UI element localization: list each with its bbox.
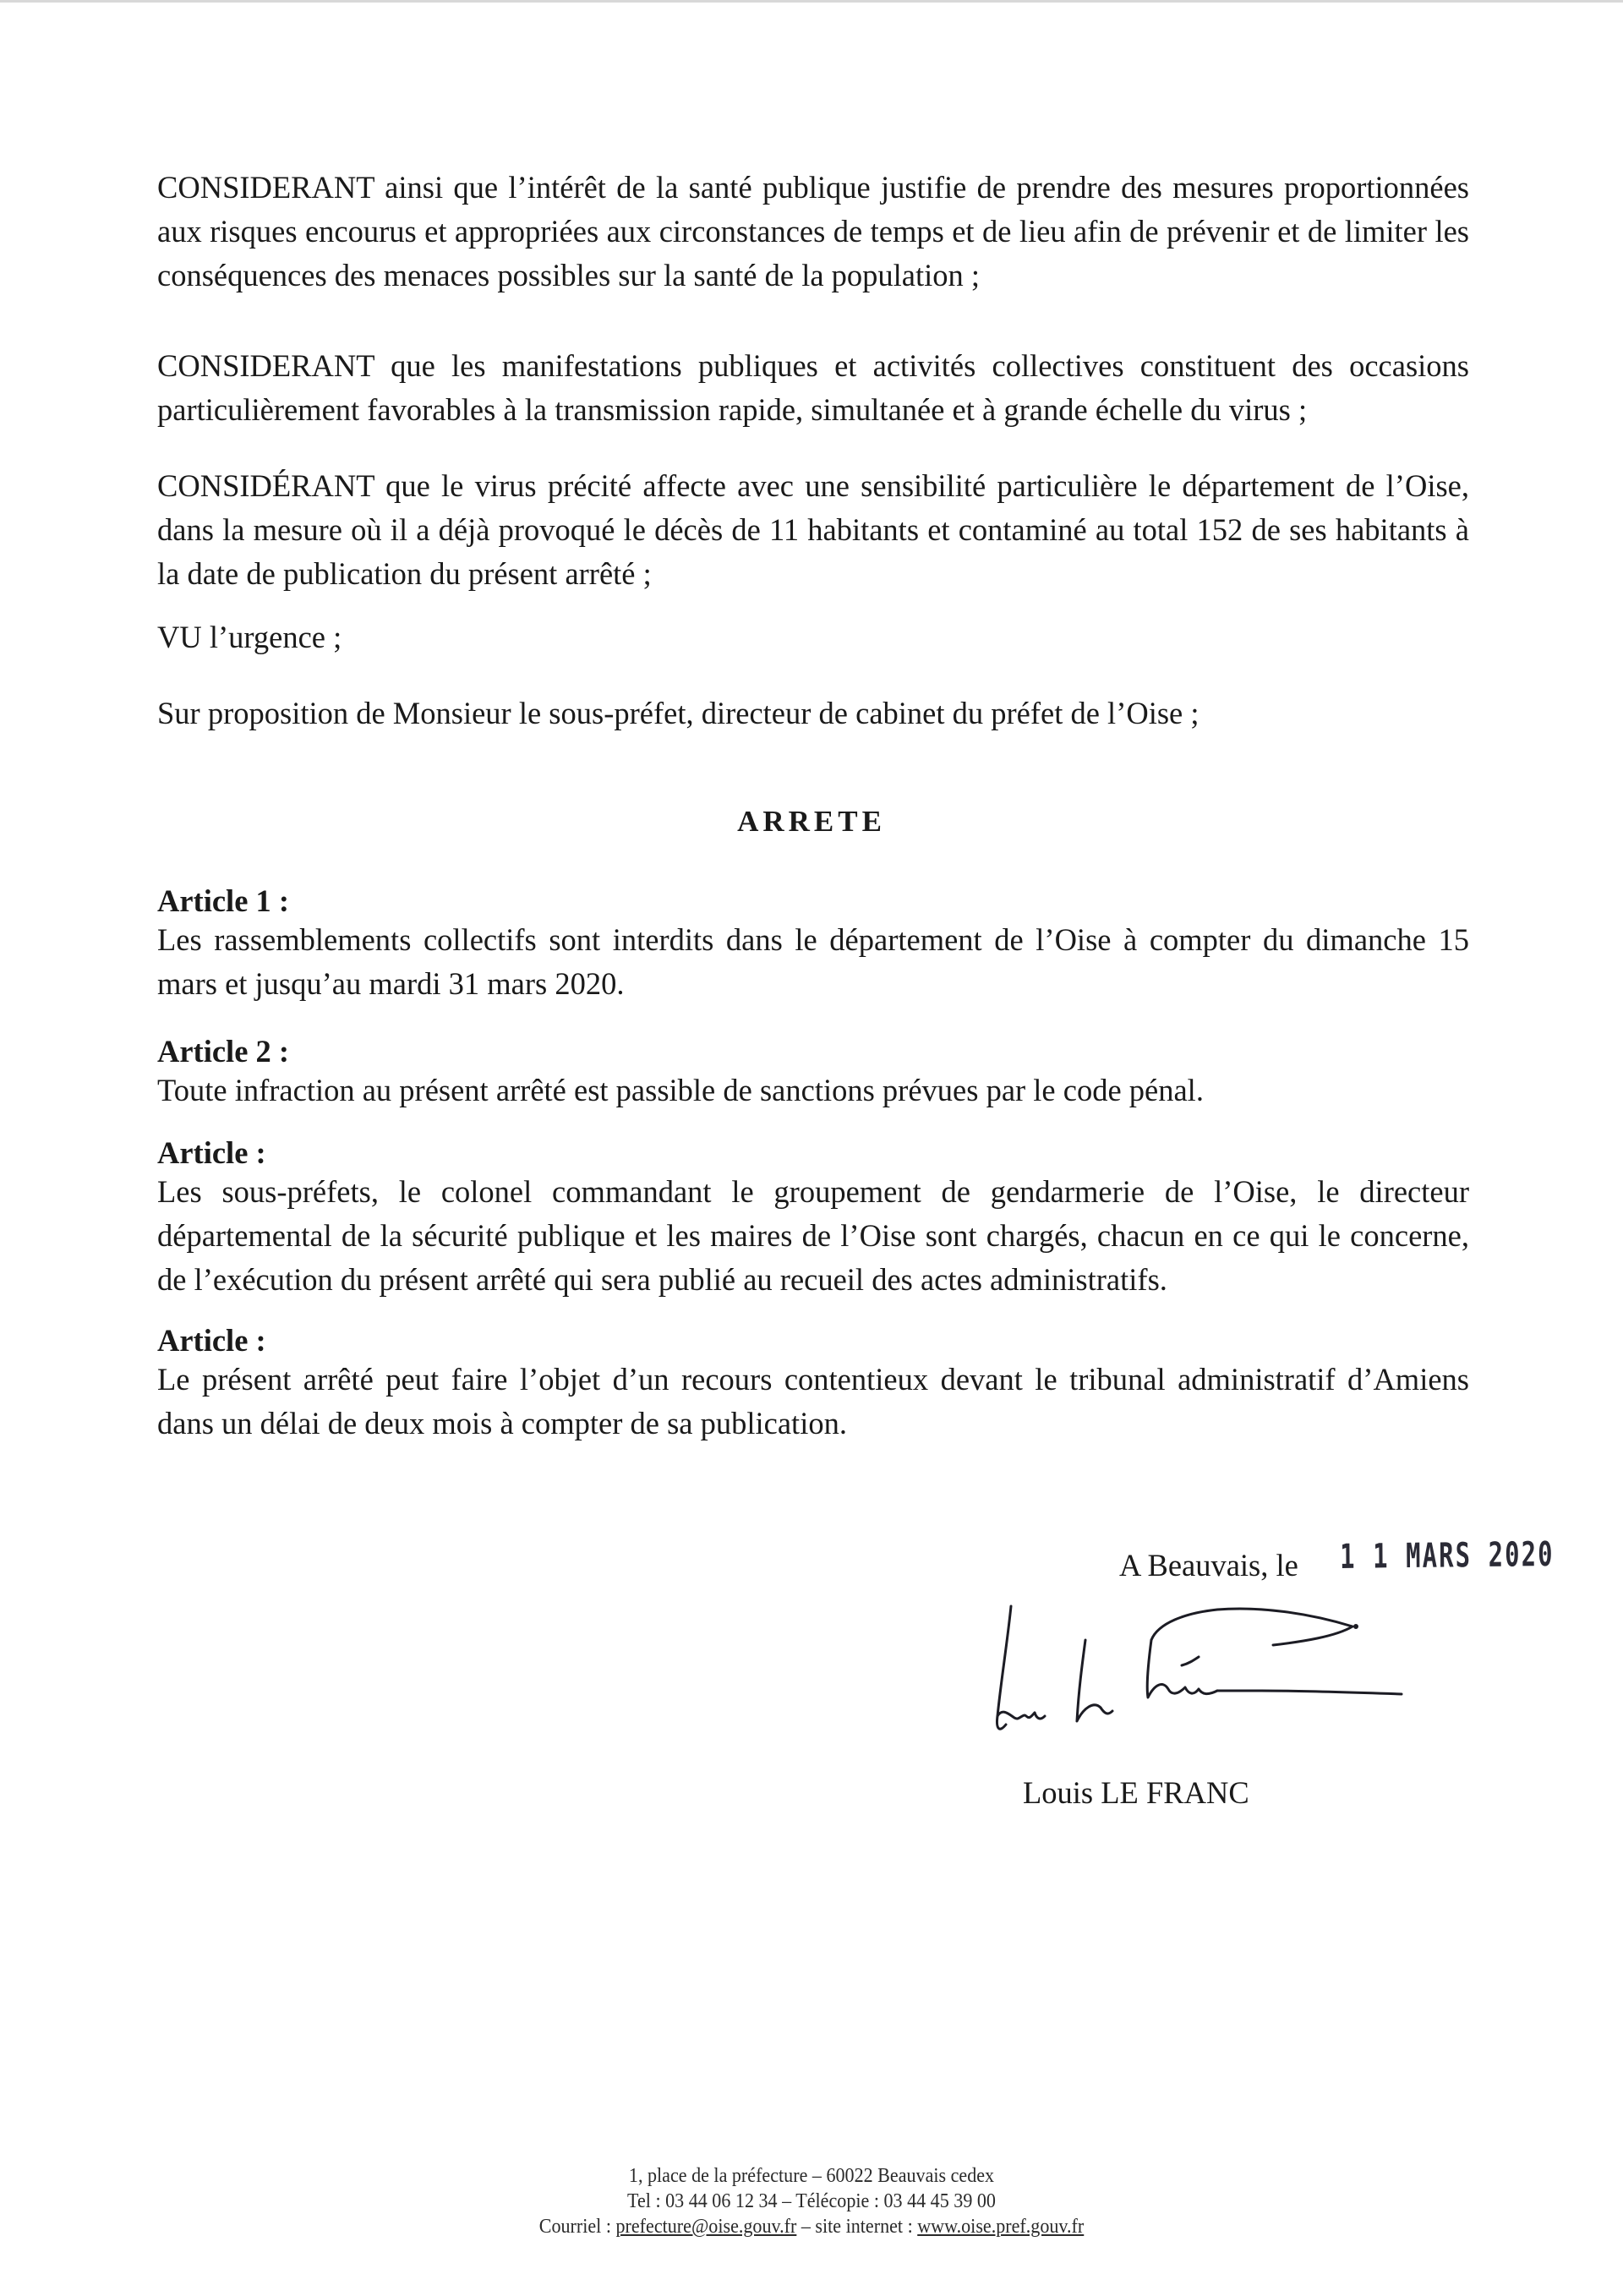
footer-phones: Tel : 03 44 06 12 34 – Télécopie : 03 44 45 39 00 — [627, 2190, 996, 2212]
footer-website-label: – site internet : — [801, 2216, 913, 2238]
place-and-date-label: A Beauvais, le — [1119, 1548, 1298, 1583]
considerant-paragraph-3: CONSIDÉRANT que le virus précité affecte avec une sensibilité particulière le département de l’Oise, dans la mesure où il a déjà provoqué le décès de 11 habitants et contaminé au total 152 de ses habitants à la date de publication du présent arrêté ; — [157, 468, 1469, 591]
signatory-name: Louis LE FRANC — [1023, 1775, 1249, 1810]
decision-title: ARRETE — [737, 805, 886, 838]
article-4-text: Le présent arrêté peut faire l’objet d’un recours contentieux devant le tribunal administratif d’Amiens dans un délai de deux mois à compter de sa publication. — [157, 1362, 1469, 1440]
footer-contact — [65, 2214, 1558, 2239]
considerant-paragraph-2: CONSIDERANT que les manifestations publiques et activités collectives constituent des occasions particulièrement favorables à la transmission rapide, simultanée et à grande échelle du virus ; — [157, 348, 1469, 427]
signature-text: Louis Le Franc — [964, 1754, 970, 1755]
article-1-heading: Article 1 : — [157, 883, 290, 918]
footer-email-label: Courriel : — [538, 2216, 611, 2238]
proposition-line: Sur proposition de Monsieur le sous-préfet, directeur de cabinet du préfet de l’Oise ; — [157, 696, 1199, 730]
article-2-text: Toute infraction au présent arrêté est passible de sanctions prévues par le code pénal. — [157, 1073, 1204, 1107]
article-2-heading: Article 2 : — [157, 1034, 290, 1069]
considerant-paragraph-1: CONSIDERANT ainsi que l’intérêt de la santé publique justifie de prendre des mesures proportionnées aux risques encourus et appropriées aux circonstances de temps et de lieu afin de prévenir et de limiter les conséquences des menaces possibles sur la santé de la population ; — [157, 170, 1469, 292]
footer-email-link[interactable]: prefecture@oise.gouv.fr — [615, 2216, 797, 2238]
vu-urgence-line: VU l’urgence ; — [157, 620, 342, 654]
footer-website-link[interactable]: www.oise.pref.gouv.fr — [917, 2216, 1085, 2238]
article-3-heading: Article : — [157, 1135, 266, 1170]
article-3-text: Les sous-préfets, le colonel commandant le groupement de gendarmerie de l’Oise, le directeur départemental de la sécurité publique et les maires de l’Oise sont chargés, chacun en ce qui le concerne, de l’exécution du présent arrêté qui sera publié au recueil des actes administratifs. — [157, 1174, 1469, 1297]
scan-top-edge — [0, 0, 1623, 3]
article-4-heading: Article : — [157, 1323, 266, 1358]
handwritten-signature — [964, 1589, 1420, 1758]
footer-address: 1, place de la préfecture – 60022 Beauvais cedex — [628, 2165, 995, 2187]
article-1-text: Les rassemblements collectifs sont interdits dans le département de l’Oise à compter du dimanche 15 mars et jusqu’au mardi 31 mars 2020. — [157, 922, 1469, 1001]
date-stamp: 1 1 MARS 2020 — [1340, 1534, 1555, 1577]
